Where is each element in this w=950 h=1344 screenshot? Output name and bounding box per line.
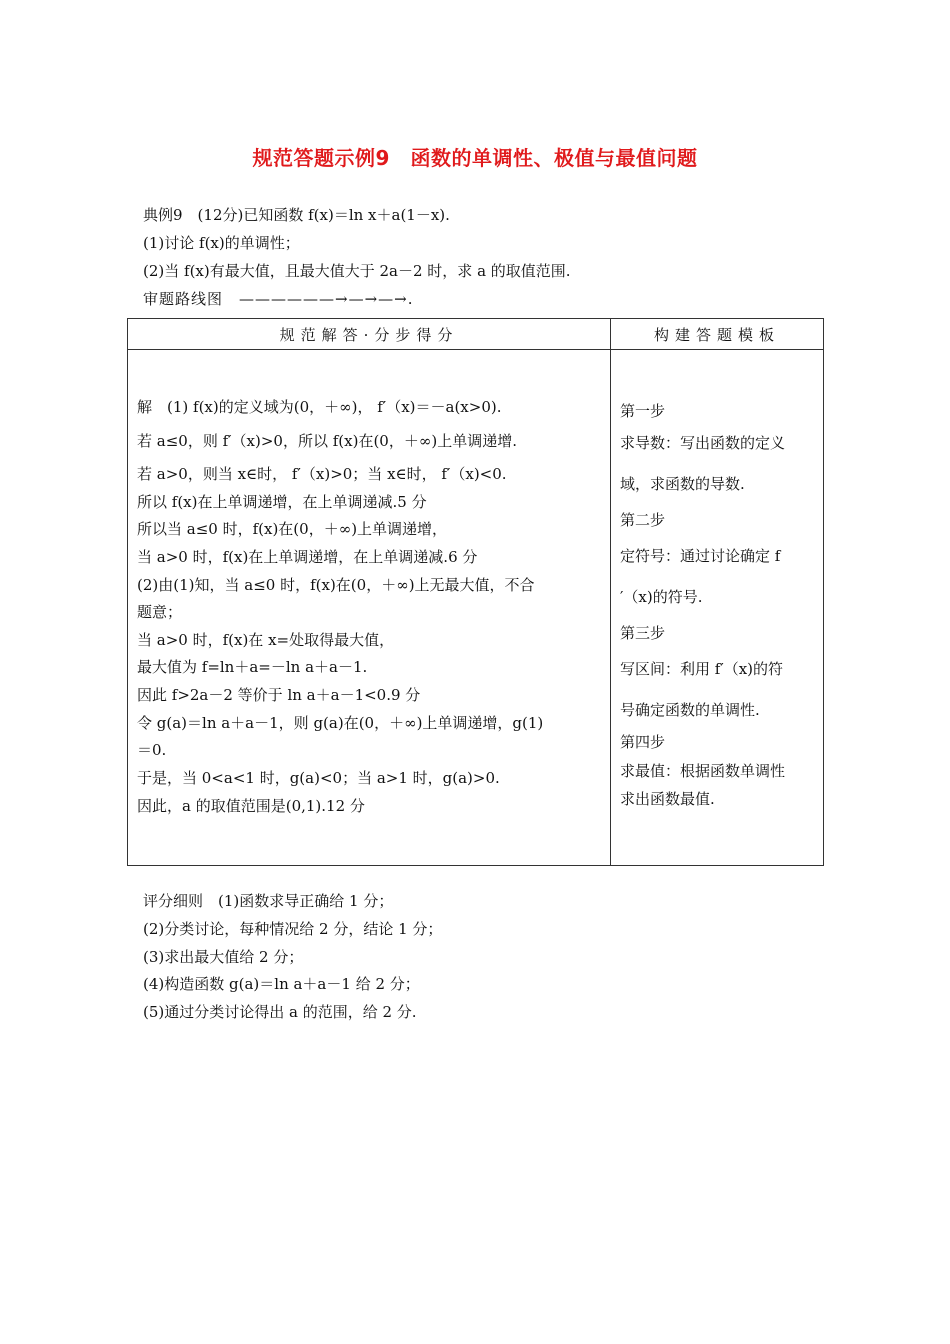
template-line: 求导数：写出函数的定义 <box>620 434 786 452</box>
template-line: 求最值：根据函数单调性 <box>620 762 786 780</box>
template-line: 求出函数最值. <box>620 790 715 808</box>
scoring-rule: (2)分类讨论，每种情况给 2 分，结论 1 分； <box>143 920 443 938</box>
template-line: 第二步 <box>620 511 666 529</box>
solution-lines <box>128 350 610 865</box>
problem-part-1: (1)讨论 f(x)的单调性； <box>143 234 300 252</box>
template-lines <box>611 350 823 865</box>
template-line: 定符号：通过讨论确定 f <box>620 547 781 565</box>
solution-header: 规范解答·分步得分 <box>128 319 611 350</box>
template-line: 号确定函数的单调性. <box>620 701 760 719</box>
template-line: 第四步 <box>620 733 666 751</box>
scoring-rule: 评分细则 (1)函数求导正确给 1 分； <box>143 892 394 910</box>
page-title: 规范答题示例9 函数的单调性、极值与最值问题 <box>252 146 698 170</box>
solution-line: 所以 f(x)在上单调递增，在上单调递减.5 分 <box>137 493 427 511</box>
solution-line: 题意； <box>137 603 183 621</box>
scoring-rule: (4)构造函数 g(a)＝ln a＋a－1 给 2 分； <box>143 975 420 993</box>
solution-line: 因此 f>2a－2 等价于 ln a＋a－1<0.9 分 <box>137 686 421 704</box>
template-line: 写区间：利用 f′（x)的符 <box>620 660 784 678</box>
problem-part-2: (2)当 f(x)有最大值，且最大值大于 2a－2 时，求 a 的取值范围. <box>143 262 571 280</box>
solution-line: 因此，a 的取值范围是(0,1).12 分 <box>137 797 365 815</box>
template-line: ′（x)的符号. <box>620 588 703 606</box>
answer-table <box>127 318 824 866</box>
solution-line: 当 a>0 时，f(x)在 x=处取得最大值， <box>137 631 395 649</box>
solution-line: 于是，当 0<a<1 时，g(a)<0；当 a>1 时，g(a)>0. <box>137 769 500 787</box>
solution-line: (2)由(1)知，当 a≤0 时，f(x)在(0，＋∞)上无最大值，不合 <box>137 576 535 594</box>
solution-line: 令 g(a)＝ln a＋a－1，则 g(a)在(0，＋∞)上单调递增，g(1) <box>137 714 544 732</box>
scoring-rule: (3)求出最大值给 2 分； <box>143 948 304 966</box>
template-line: 第一步 <box>620 402 666 420</box>
solution-cell <box>128 350 611 866</box>
template-line: 域，求函数的导数. <box>620 475 745 493</box>
template-line: 第三步 <box>620 624 666 642</box>
solution-line: ＝0. <box>137 741 167 759</box>
solution-line: 所以当 a≤0 时，f(x)在(0，＋∞)上单调递增， <box>137 520 448 538</box>
solution-line: 若 a≤0，则 f′（x)>0，所以 f(x)在(0，＋∞)上单调递增. <box>137 432 517 450</box>
solution-line: 最大值为 f=ln＋a=－ln a＋a－1. <box>137 658 368 676</box>
template-cell <box>611 350 824 866</box>
solution-line: 解 (1) f(x)的定义域为(0，＋∞)， f′（x)＝－a(x>0). <box>137 398 502 416</box>
route-map: 审题路线图 ——————→—→—→. <box>143 290 414 308</box>
scoring-rule: (5)通过分类讨论得出 a 的范围，给 2 分. <box>143 1003 417 1021</box>
problem-statement: 典例9 (12分)已知函数 f(x)＝ln x＋a(1－x). <box>143 206 450 224</box>
template-header: 构建答题模板 <box>611 319 824 350</box>
solution-line: 当 a>0 时，f(x)在上单调递增，在上单调递减.6 分 <box>137 548 478 566</box>
solution-line: 若 a>0，则当 x∈时， f′（x)>0；当 x∈时， f′（x)<0. <box>137 465 507 483</box>
